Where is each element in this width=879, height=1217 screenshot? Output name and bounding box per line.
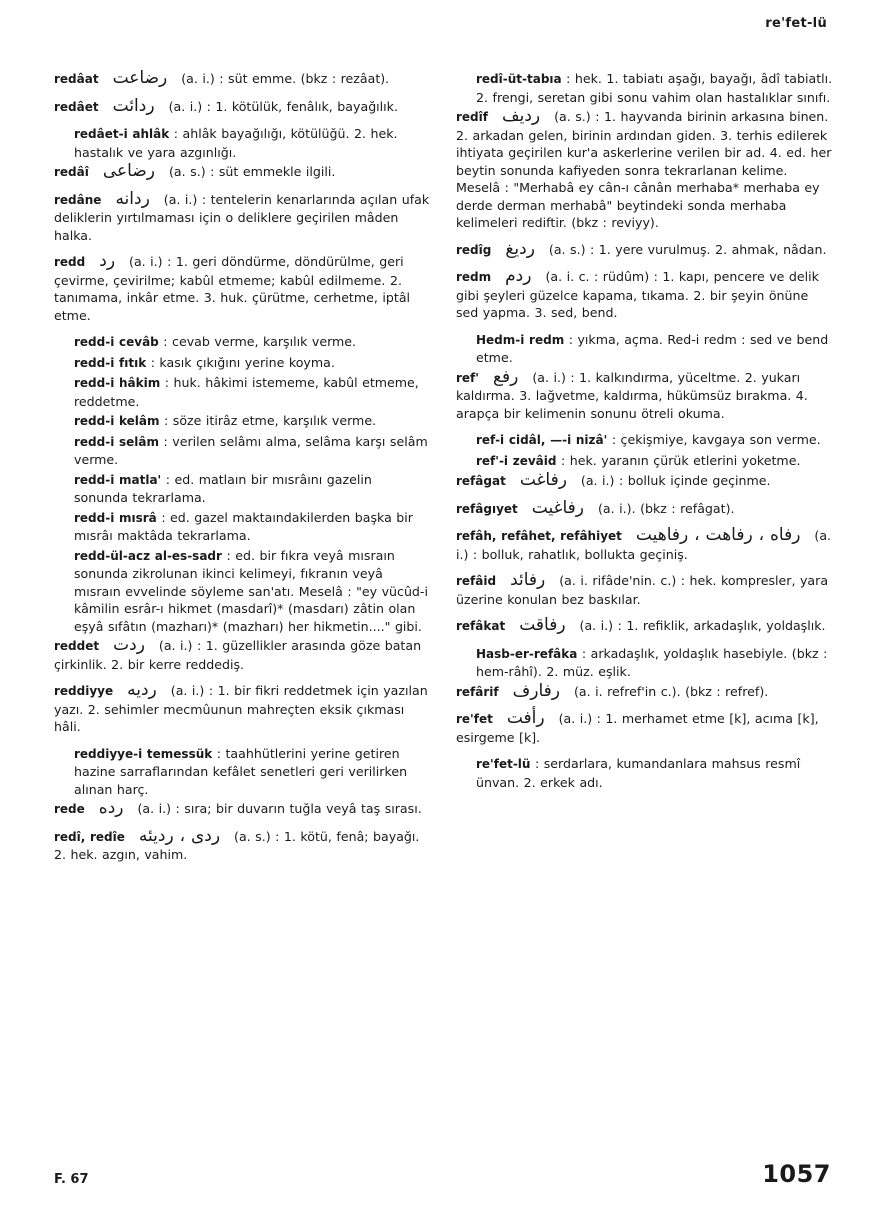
entry-definition: : serdarlara, kumandanlara mahsus resmî ünvan. 2. erkek adı. bbox=[476, 756, 801, 790]
entry-definition: : verilen selâmı alma, selâma karşı selâm verme. bbox=[74, 433, 428, 467]
entry-definition: : kasık çıkığını yerine koyma. bbox=[150, 354, 335, 370]
entry-headword: redd-i hâkim bbox=[74, 376, 161, 390]
entry-arabic-script: رفع bbox=[492, 366, 519, 387]
dictionary-entry bbox=[54, 682, 430, 736]
dictionary-entry bbox=[54, 800, 430, 819]
dictionary-entry bbox=[54, 374, 430, 410]
dictionary-entry bbox=[456, 331, 834, 367]
entry-headword: re'fet bbox=[456, 712, 493, 726]
entry-arabic-script: رديف bbox=[501, 106, 541, 126]
entry-headword: redd-i selâm bbox=[74, 434, 160, 449]
entry-arabic-script: رفاه ، رفاهت ، رفاهيت bbox=[635, 525, 801, 545]
entry-arabic-script: ردت bbox=[113, 635, 145, 655]
page-number: 1057 bbox=[762, 1160, 831, 1188]
entry-headword: redâet bbox=[54, 99, 99, 114]
entry-definition: (a. i.) : 1. bir fikri reddetmek için yazılan yazı. 2. sehimler mecmûunun mahreçten eksik çıkması hâli. bbox=[54, 683, 428, 734]
entry-arabic-script: ردم bbox=[505, 266, 532, 286]
dictionary-entry bbox=[456, 268, 834, 322]
entry-definition: (a. s.) : süt emmekle ilgili. bbox=[169, 164, 336, 179]
entry-headword: redâî bbox=[54, 165, 89, 179]
entry-definition: : ed. matlaın bir mısrâını gazelin sonunda tekrarlama. bbox=[74, 471, 372, 505]
entry-definition: (a. i.). (bkz : refâgat). bbox=[598, 500, 735, 516]
entry-definition: : ed. bir fıkra veyâ mısraın sonunda zikrolunan ikinci kelimeyi, fıkranın veyâ mısraın evvelinde söyleme san'atı. Meselâ : "ey vücûd-i kâmilin esrâr-ı hikmet (masdarî)* (masdarı) zâtin olan eşyâ sıfâtın (mazharı)* (mazharı) her hikmetin...." gibi. bbox=[74, 547, 428, 634]
entry-definition: : hek. 1. tabiatı aşağı, bayağı, âdî tabiatlı. 2. frengi, seretan gibi sonu vahim olan hastalıklar sınıfı. bbox=[476, 71, 833, 105]
entry-definition: : cevab verme, karşılık verme. bbox=[163, 334, 357, 349]
dictionary-entry bbox=[456, 617, 834, 636]
entry-headword: refâgat bbox=[456, 474, 506, 488]
dictionary-entry bbox=[54, 547, 430, 636]
entry-headword: ref' bbox=[456, 370, 479, 385]
entry-definition: (a. i.) : 1. kötülük, fenâlık, bayağılık. bbox=[168, 98, 398, 114]
dictionary-entry bbox=[456, 572, 834, 608]
entry-headword: reddet bbox=[54, 639, 100, 653]
entry-headword: reddiyye-i temessük bbox=[74, 746, 213, 761]
entry-arabic-script: رفائد bbox=[510, 570, 546, 590]
entry-headword: redd-i kelâm bbox=[74, 414, 160, 428]
entry-headword: ref'-i zevâid bbox=[476, 453, 557, 468]
entry-headword: reddiyye bbox=[54, 684, 114, 698]
entry-headword: redî, redîe bbox=[54, 829, 125, 844]
entry-definition: : ahlâk bayağılığı, kötülüğü. 2. hek. hastalık ve yara azgınlığı. bbox=[74, 126, 398, 160]
entry-definition: (a. i.) : 1. merhamet etme [k], acıma [k], esirgeme [k]. bbox=[456, 711, 819, 745]
entry-arabic-script: رفاغيت bbox=[531, 497, 585, 518]
entry-headword: redd-i matla' bbox=[74, 472, 162, 487]
entry-definition: (a. s.) : 1. yere vurulmuş. 2. ahmak, nâdan. bbox=[548, 241, 827, 257]
dictionary-entry bbox=[456, 366, 834, 423]
entry-definition: : hek. yaranın çürük etlerini yoketme. bbox=[560, 452, 801, 468]
entry-headword: refâid bbox=[456, 574, 497, 588]
running-head: re'fet-lü bbox=[765, 16, 827, 31]
entry-headword: redâat bbox=[54, 72, 99, 86]
dictionary-entry bbox=[456, 472, 834, 491]
entry-arabic-script: رضاعى bbox=[102, 161, 155, 181]
entry-arabic-script: ردى ، رديئه bbox=[138, 825, 221, 846]
entry-definition: (a. i.) : 1. refiklik, arkadaşlık, yoldaşlık. bbox=[579, 618, 826, 633]
entry-headword: redâet-i ahlâk bbox=[74, 127, 170, 141]
entry-headword: rede bbox=[54, 802, 85, 816]
dictionary-entry bbox=[456, 755, 834, 791]
entry-arabic-script: رفاغت bbox=[519, 470, 567, 490]
right-column bbox=[456, 70, 834, 793]
dictionary-entry bbox=[54, 637, 430, 673]
entry-arabic-script: رفارف bbox=[512, 680, 560, 701]
dictionary-entry bbox=[456, 108, 834, 232]
dictionary-entry bbox=[456, 527, 834, 563]
entry-headword: ref-i cidâl, —-i nizâ' bbox=[476, 433, 608, 447]
dictionary-entry bbox=[456, 238, 834, 260]
entry-definition: : huk. hâkimi istememe, kabûl etmeme, reddetme. bbox=[74, 375, 419, 409]
entry-headword: Hasb-er-refâka bbox=[476, 646, 578, 661]
entry-headword: redm bbox=[456, 270, 492, 284]
entry-headword: redd-i cevâb bbox=[74, 335, 159, 349]
entry-headword: redd-i fıtık bbox=[74, 355, 147, 370]
entry-definition: : ed. gazel maktaındakilerden başka bir mısrâı maktâda tekrarlama. bbox=[74, 509, 413, 543]
entry-headword: re'fet-lü bbox=[476, 757, 531, 771]
dictionary-entry bbox=[456, 710, 834, 746]
dictionary-entry bbox=[54, 70, 430, 89]
entry-headword: redd-ül-acz al-es-sadr bbox=[74, 548, 222, 563]
dictionary-entry bbox=[54, 509, 430, 545]
entry-headword: redîg bbox=[456, 242, 492, 257]
dictionary-entry bbox=[54, 412, 430, 431]
entry-headword: redîf bbox=[456, 110, 488, 124]
entry-headword: redâne bbox=[54, 192, 102, 207]
dictionary-entry bbox=[54, 125, 430, 161]
entry-arabic-script: رديه bbox=[127, 680, 157, 700]
entry-definition: (a. i. c. : rüdûm) : 1. kapı, pencere ve delik gibi şeyleri güzelce kapama, tıkama. 2. bir şeyin önüne sed yapma. 3. sed, bend. bbox=[456, 269, 819, 320]
dictionary-entry bbox=[456, 645, 834, 681]
entry-headword: redd-i mısrâ bbox=[74, 510, 157, 525]
entry-definition: (a. i.) : bolluk içinde geçinme. bbox=[580, 473, 771, 488]
dictionary-entry bbox=[456, 452, 834, 471]
entry-definition: : taahhütlerini yerine getiren hazine sarraflarından kefâlet senetleri geri verilirken alınan harç. bbox=[74, 745, 408, 797]
entry-headword: redd bbox=[54, 255, 86, 269]
entry-definition: (a. i. rifâde'nin. c.) : hek. kompresler, yara üzerine konulan bez baskılar. bbox=[456, 573, 829, 607]
dictionary-entry bbox=[456, 70, 834, 106]
dictionary-entry bbox=[54, 433, 430, 469]
dictionary-entry bbox=[54, 163, 430, 182]
dictionary-entry bbox=[456, 497, 834, 519]
entry-arabic-script: رفاقت bbox=[519, 615, 566, 635]
dictionary-entry bbox=[54, 471, 430, 507]
dictionary-entry bbox=[456, 431, 834, 450]
entry-definition: (a. i.) : 1. güzellikler arasında göze batan çirkinlik. 2. bir kerre reddediş. bbox=[54, 638, 422, 672]
entry-arabic-script: رده bbox=[98, 798, 124, 818]
entry-headword: refâh, refâhet, refâhiyet bbox=[456, 529, 622, 543]
entry-definition: (a. i.) : 1. geri döndürme, döndürülme, geri çevirme, çevirilme; kabûl etmeme; kabûl edilmeme. 2. tanımama, inkâr etme. 3. huk. çürütme, cerhetme, iptâl etme. bbox=[54, 254, 411, 323]
dictionary-entry bbox=[456, 680, 834, 702]
entry-arabic-script: ردانه bbox=[115, 188, 150, 209]
dictionary-entry bbox=[54, 745, 430, 799]
entry-headword: Hedm-i redm bbox=[476, 332, 565, 347]
entry-definition: (a. s.) : 1. kötü, fenâ; bayağı. 2. hek. azgın, vahim. bbox=[54, 828, 420, 862]
entry-definition: (a. i.) : bolluk, rahatlık, bollukta geçiniş. bbox=[456, 528, 832, 562]
dictionary-entry bbox=[54, 253, 430, 324]
entry-definition: : söze itirâz etme, karşılık verme. bbox=[164, 413, 377, 428]
entry-headword: redî-üt-tabıa bbox=[476, 72, 562, 86]
entry-arabic-script: رضاعت bbox=[112, 68, 168, 88]
dictionary-entry bbox=[54, 354, 430, 373]
entry-definition: (a. i.) : süt emme. (bkz : rezâat). bbox=[181, 71, 390, 86]
entry-definition: (a. i.) : sıra; bir duvarın tuğla veyâ taş sırası. bbox=[137, 801, 422, 816]
entry-definition: : çekişmiye, kavgaya son verme. bbox=[611, 432, 821, 447]
entry-definition: (a. s.) : 1. hayvanda birinin arkasına binen. 2. arkadan gelen, birinin ardından giden. 3. terhis edilerek ihtiyata geçirilen kur'a askerlerine verilen bir ad. 4. ed. her beytin sonunda kafiyeden sonra tekrarlanan kelime. Meselâ : "Merhabâ ey cân-ı cânân merhaba* merhaba ey derde derman merhabâ" beytindeki sonda merhaba kelimeleri rediftir. (bkz : reviyy). bbox=[456, 109, 832, 230]
entry-headword: refâkat bbox=[456, 619, 506, 633]
entry-definition: (a. i.) : 1. kalkındırma, yüceltme. 2. yukarı kaldırma. 3. lağvetme, kaldırma, hükümsüz bırakma. 4. arapça bir kelimenin sonunu ötreli okuma. bbox=[456, 369, 808, 421]
left-column bbox=[54, 70, 430, 873]
entry-arabic-script: رأفت bbox=[506, 708, 545, 728]
entry-headword: refâgıyet bbox=[456, 501, 518, 516]
entry-definition: : yıkma, açma. Red-i redm : sed ve bend etme. bbox=[476, 331, 829, 365]
entry-arabic-script: رديغ bbox=[505, 238, 535, 259]
dictionary-entry bbox=[54, 188, 430, 245]
entry-arabic-script: ردائت bbox=[112, 95, 155, 116]
signature-mark: F. 67 bbox=[54, 1172, 89, 1187]
dictionary-entry bbox=[54, 825, 430, 864]
entry-arabic-script: رد bbox=[99, 251, 116, 271]
dictionary-entry bbox=[54, 95, 430, 117]
dictionary-entry bbox=[54, 333, 430, 352]
entry-definition: (a. i.) : tentelerin kenarlarında açılan ufak deliklerin yırtılmaması için o deliklere geçirilen mâden halka. bbox=[54, 191, 430, 243]
entry-definition: : arkadaşlık, yoldaşlık hasebiyle. (bkz : hem-râhî). 2. müz. eşlik. bbox=[476, 645, 828, 679]
entry-definition: (a. i. refref'in c.). (bkz : refref). bbox=[574, 683, 769, 699]
entry-headword: refârif bbox=[456, 684, 499, 699]
